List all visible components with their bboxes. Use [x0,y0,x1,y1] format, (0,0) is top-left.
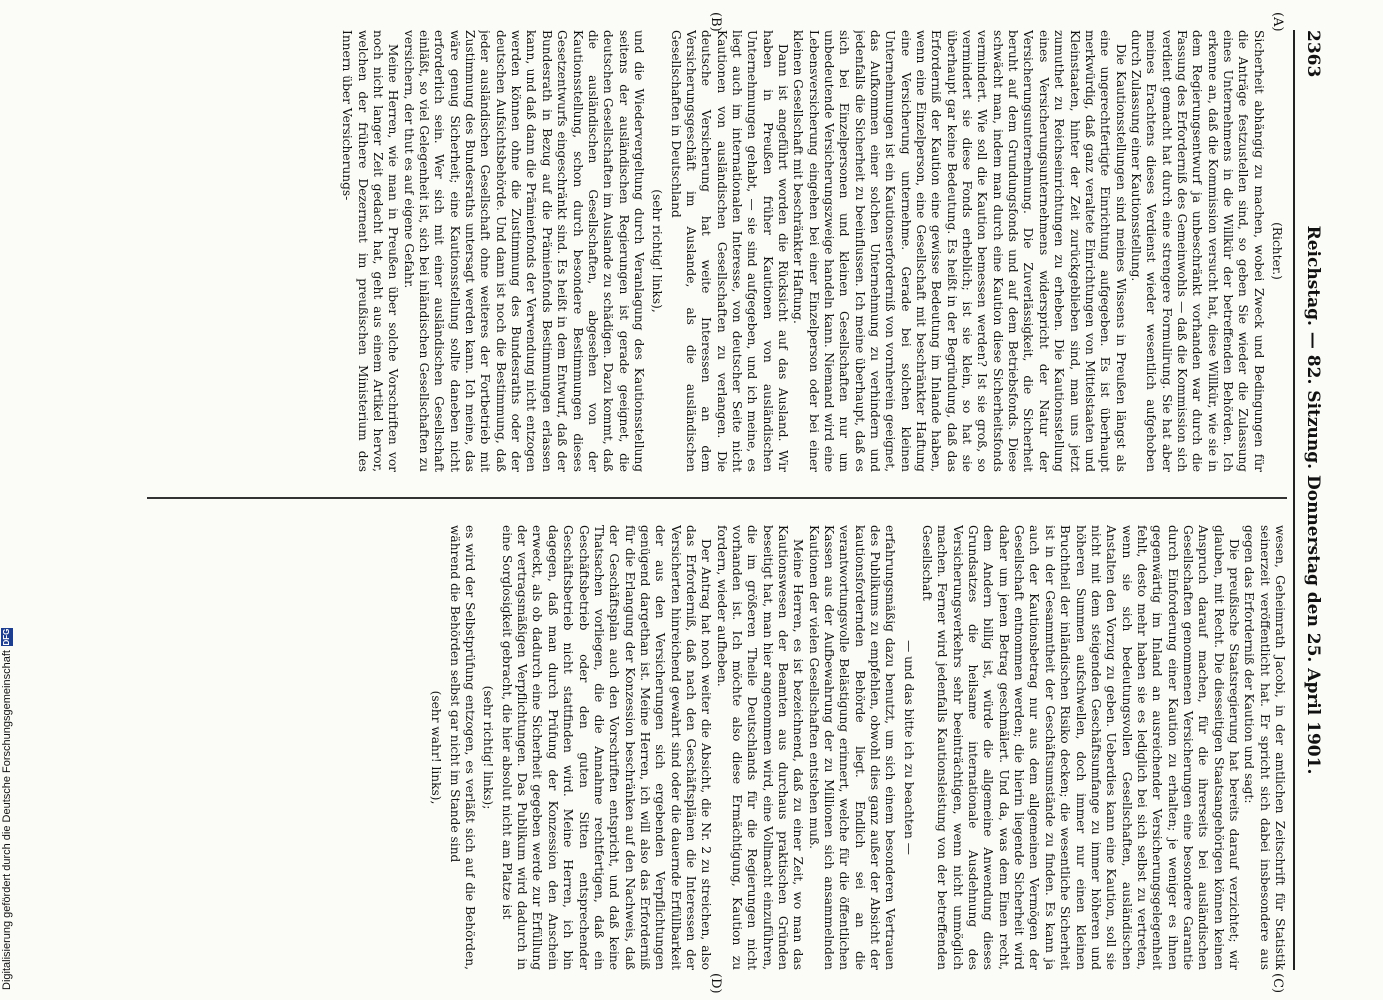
paragraph: Der Antrag hat noch weiter die Absicht, die Nr. 2 zu streichen, also das Erforderniß, daß nach den Geschäftsplänen die Interessen der Versicherten hinreichend gewahrt sind oder die dauernde Erfüllbarkeit der aus den Versicherungen sich ergebenden Verpflichtungen genügend dargethan ist. Meine Herren, ich will also das Erforderniß für die Erlangung der Konzession beschränken auf den Nachweis, daß der Geschäftsplan auch den Vorschriften entspricht, und daß keine Thatsachen vorliegen, die die Annahme rechtfertigen, daß ein Geschäftsbetrieb oder den guten Sitten entsprechender Geschäftsbetrieb nicht stattfinden wird. Meine Herren, ich bin dagegen, daß man durch Prüfung der Konzession den Anschein erweckt, als ob dadurch eine Sicherheit gegeben werde zur Erfüllung der vertragsmäßigen Verpflichtungen. Das Publikum wird dadurch in eine Sorglosigkeit gebracht, die hier absolut nicht am Platze ist [499,525,714,970]
paragraph: Meine Herren, es ist bezeichnend, daß zu einer Zeit, wo man das Kautionswesen der Beamten aus durchaus praktischen Gründen beseitigt hat, man hier angenommen wird, eine Vollmacht einzuführen, die im größeren Theile Deutschlands für die Regierungen nicht vorhanden ist. Ich möchte also diese Ermächtigung, Kaution zu fordern, wieder aufheben. [714,525,806,970]
margin-mark-a: (A) [1270,12,1285,32]
interjection: — und das bitte ich zu beachten — [901,640,916,855]
margin-mark-b: (B) [708,12,723,32]
page-title: Reichstag. — 82. Sitzung. Donnerstag den 25. April 1901. [1303,225,1323,775]
paragraph: wesen, Geheimrath Jacobi, in der amtlichen Zeitschrift für Statistik seinerzeit veröffentlicht hat. Er spricht sich dabei insbesondere aus gegen das Erforderniß der Kaution und sagt: [1242,525,1287,970]
page-header [1301,30,1323,970]
interjection: (sehr wahr! links), [429,690,444,805]
page-number: 2363 [1303,30,1323,78]
paragraph: Die Kautionsstellungen sind meines Wissens in Preußen längst als eine ungerechtfertigte Einrichtung aufgegeben. Es ist überhaupt merkwürdig, daß ganz veraltete Einrichtungen von Mittelstaaten und Kleinstaaten, hinter der Zeit zurückgeblieben sind, man uns jetzt zumuthet zu Reichseinrichtungen zu erheben. Die Kautionsstellung eines Versicherungsunternehmens widerspricht der Natur der Versicherungsunternehmung. Die Zuverlässigkeit, die Sicherheit beruht auf dem Grundungsfonds und auf dem Betriebsfonds. Diese schwächt man, indem man durch eine Kaution diese Sicherheitsfonds vermindert. Wie soll die Kaution bemessen werden? Ist sie groß, so vermindert sie diese Fonds erheblich; ist sie klein, so hat sie überhaupt gar keine Bedeutung. Es heißt in der Begründung, daß das Erforderniß der Kaution eine gewisse Bedeutung im Inlande haben, wenn eine Einzelperson, eine Gesellschaft mit beschränkter Haftung eine Versicherung unternehme. Gerade bei solchen kleinen Unternehmungen ist ein Kautionserforderniß von vornherein geeignet, das Aufkommen einer solchen Unternehmung zu verhindern und jedenfalls die Sicherheit zu beeinflussen. Ich meine überhaupt, daß es sich bei Einzelpersonen und kleinen Gesellschaften nur um unbedeutende Versicherungszweige handeln kann. Niemand wird eine Lebensversicherung eingehen bei einer Einzelperson oder bei einer kleinen Gesellschaft mit beschränkter Haftung. [791,30,1128,472]
dfg-logo-icon: DFG [2,628,11,646]
paragraph: Sicherheit abhängig zu machen, wobei Zweck und Bedingungen für die Anträge festzustellen sind, so geben Sie wieder die Zulassung eines Unternehmens in die Willkür der betreffenden Behörden. Ich erkenne an, daß die Kommission versucht hat, diese Willkür, wie sie in dem Regierungsentwurf ja unbeschränkt vorhanden war durch die Fassung des Erforderniß des Gemeinwohls — daß die Kommission sich verdient gemacht hat durch eine strengere Formulirung. Sie hat aber meines Erachtens dieses Verdienst wieder wesentlich aufgehoben durch Zulassung einer Kautionsstellung. [1128,30,1266,472]
digitization-note [0,0,18,1000]
paragraph: und die Wiedervergeltung durch Veranlagung des Kautionsstellung seitens der ausländischen Regierungen ist gerade geeignet, die deutschen Gesellschaften im Auslande zu schädigen. Dazu kommt, daß die ausländischen Gesellschaften, abgesehen von der Kautionsstellung, schon durch besondere Bestimmungen dieses Gesetzentwurfs eingeschränkt sind. Es heißt in dem Entwurf, daß der Bundesrath in Bezug auf die Prämienfonds Bestimmungen erlassen kann, und daß dann die Prämienfonds der Verwendung nicht entzogen werden können ohne die Zustimmung des Bundesraths oder der deutschen Aufsichtsbehörde. Und dann ist noch die Bestimmung, daß jeder ausländischen Gesellschaft ohne weiteres der Fortbetrieb mit Zustimmung des Bundesraths untersagt werden kann. Ich meine, das wäre genug Sicherheit; eine Kautionsstellung sollte daneben nicht erforderlich sein. Wer sich mit einer ausländischen Gesellschaft einläßt, so viel Gelegenheit ist, sich bei inländischen Gesellschaften zu versichern, der thut es auf eigene Gefahr. [401,30,646,472]
quoted-paragraph: Die preußische Staatsregierung hat bereits darauf verzichtet; wir glauben, mit Recht. Die diesseitigen Staatsangehörigen können keinen Anspruch darauf machen, für die ihrerseits bei ausländischen Gesellschaften genommenen Versicherungen eine besondere Garantie durch Einforderung einer Kaution zu erhalten; je weniger es ihnen gegenwärtig im Inland an ausreichender Versicherungsgelegenheit fehlt, desto mehr haben sie es lediglich bei sich selbst zu vertreten, wenn sie sich bedeutungsvollen Gesellschaften, ausländischen Anstalten den Vorzug zu geben. Ueberdies kann eine Kaution, soll sie nicht mit dem steigenden Geschäftsumfange zu immer höheren und höheren Summen aufschwellen, doch immer nur einen kleinen Bruchtheil der inländischen Risiko decken; die wesentliche Sicherheit ist in der Gesammtheit der Geschäftsumstände zu finden. Es kann ja auch der Kautionsbetrag nur aus dem allgemeinen Vermögen der Gesellschaft entnommen werden; die hierin liegende Sicherheit wird daher um jenen Betrag geschmälert. Und da, was dem Einen recht, dem Andern billig ist, würde die allgemeine Anwendung dieses Grundsatzes die heilsame internationale Ausdehnung des Versicherungsverkehrs sehr beeinträchtigen, wenn nicht unmöglich machen. Ferner wird jedenfalls Kautionsleistung von der betreffenden Gesellschaft [920,525,1241,970]
margin-mark-c: (C) [1270,973,1285,994]
digitization-text: Digitalisierung gefördert durch die Deutsche Forschungsgemeinschaft [1,650,13,990]
margin-mark-d: (D) [708,973,723,994]
paragraph: Dann ist angeführt worden die Rücksicht auf das Ausland. Wir haben in Preußen früher Kautionen von ausländischen Unternehmungen gehabt, — sie sind aufgegeben, und ich meine, es liegt auch im internationalen Interesse, von deutscher Seite nicht Kautionen von ausländischen Gesellschaften zu verlangen. Die deutsche Versicherung hat weite Interessen an dem Versicherungsgeschäft im Auslande, als die ausländischen Gesellschaften in Deutschland [668,30,790,472]
paragraph: erfahrungsmäßig dazu benutzt, um sich einem besonderen Vertrauen des Publikums zu empfehlen, obwohl dies ganz außer der Absicht der kautionsfordernden Behörde liegt. Endlich sei an die verantwortungsvolle Belästigung erinnert, welche für die öffentlichen Kassen aus der Aufbewahrung der zu Millionen sich ansammelnden Kautionen der vielen Gesellschaften entstehen muß. [806,525,898,970]
left-column [147,30,1287,472]
interjection: (sehr richtig! links); [481,685,496,810]
speaker-label: (Richter.) [1270,222,1284,280]
header-rule [1293,30,1295,970]
right-column [147,525,1287,970]
column-divider [147,497,1287,499]
paragraph: Meine Herren, wie man in Preußen über solche Vorschriften vor noch nicht langer Zeit gedacht hat, geht aus einem Artikel hervor, welchen der frühere Dezernent im preußischen Ministerium des Innern über Versicherungs- [340,30,401,472]
paragraph: es wird der Selbstprüfung entzogen, es verläßt sich auf die Behörden, während die Behörden selbst gar nicht im Stande sind [447,525,478,970]
interjection: (sehr richtig! links), [650,189,665,313]
